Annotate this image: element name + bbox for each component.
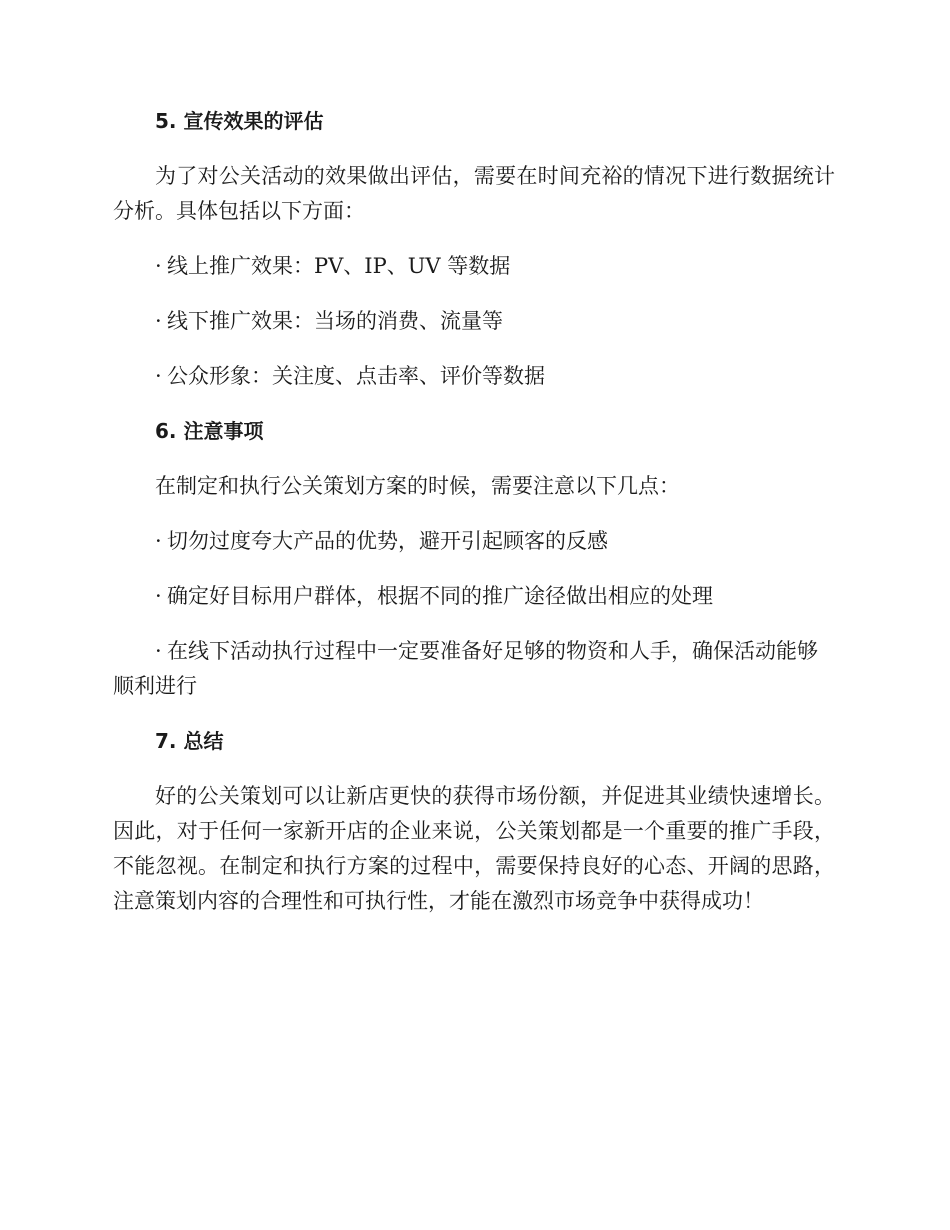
bullet-dot-icon: ·: [155, 529, 162, 553]
section-intro-notes: 在制定和执行公关策划方案的时候，需要注意以下几点：: [155, 474, 680, 498]
bullet-dot-icon: ·: [155, 639, 162, 663]
list-item-text: 线上推广效果：PV、IP、UV 等数据: [167, 254, 511, 278]
section-intro-evaluation: 为了对公关活动的效果做出评估，需要在时间充裕的情况下进行数据统计分析。具体包括以下方面：: [113, 164, 835, 223]
bullet-dot-icon: ·: [155, 364, 162, 388]
list-item-text: 公众形象：关注度、点击率、评价等数据: [167, 364, 545, 388]
list-item-text: 线下推广效果：当场的消费、流量等: [167, 309, 503, 333]
document-page: [113, 104, 835, 939]
list-item-text: 确定好目标用户群体，根据不同的推广途径做出相应的处理: [167, 584, 713, 608]
list-item: [113, 579, 835, 614]
section-heading-summary: 7. 总结: [155, 729, 224, 753]
list-item: [113, 359, 835, 394]
bullet-dot-icon: ·: [155, 584, 162, 608]
section-heading-notes: 6. 注意事项: [155, 419, 264, 443]
list-item: [113, 249, 835, 284]
section-body-summary: 好的公关策划可以让新店更快的获得市场份额，并促进其业绩快速增长。因此，对于任何一家新开店的企业来说，公关策划都是一个重要的推广手段，不能忽视。在制定和执行方案的过程中，需要保持良好的心态、开阔的思路，注意策划内容的合理性和可执行性，才能在激烈市场竞争中获得成功！: [113, 784, 835, 913]
list-item-text: 切勿过度夸大产品的优势，避开引起顾客的反感: [167, 529, 608, 553]
section-heading-evaluation: 5. 宣传效果的评估: [155, 109, 324, 133]
list-item-text: 在线下活动执行过程中一定要准备好足够的物资和人手，确保活动能够顺利进行: [113, 639, 818, 698]
list-item: [113, 524, 835, 559]
list-item: [113, 304, 835, 339]
bullet-dot-icon: ·: [155, 254, 162, 278]
bullet-dot-icon: ·: [155, 309, 162, 333]
list-item: [113, 634, 835, 704]
